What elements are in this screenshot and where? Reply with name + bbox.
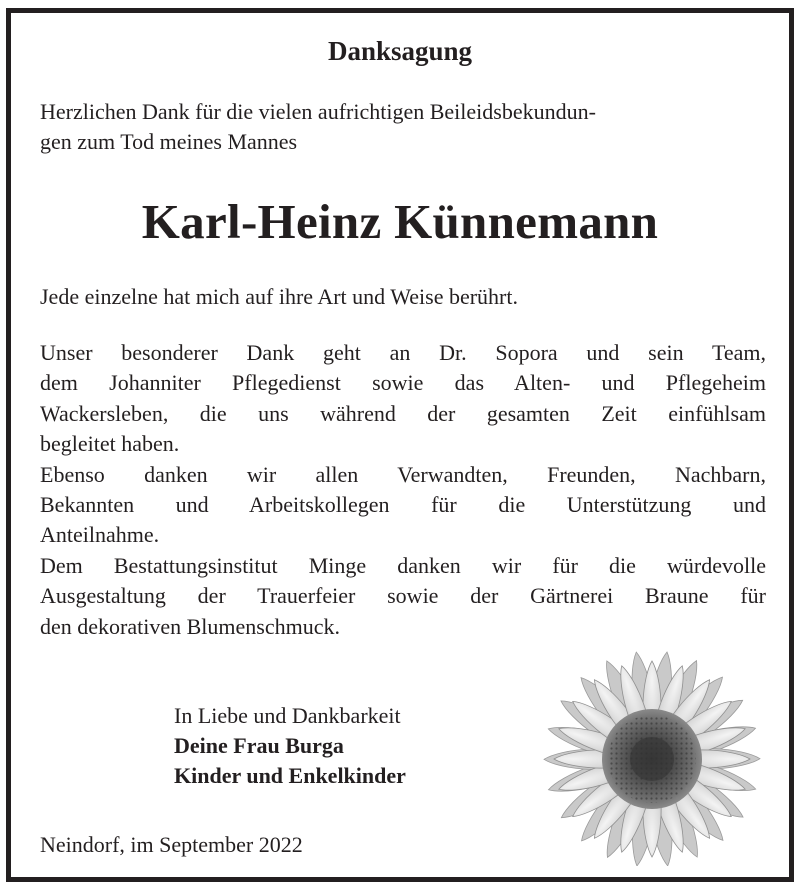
obituary-notice-frame	[6, 8, 794, 882]
body-line: Unser besonderer Dank geht an Dr. Sopora und sein Team,	[40, 340, 766, 365]
signature-block	[174, 701, 406, 791]
deceased-name: Karl-Heinz Künnemann	[141, 194, 659, 249]
body-line: Dem Bestattungsinstitut Minge danken wir für die würdevolle	[40, 552, 766, 578]
thanks-paragraph	[40, 338, 766, 642]
body-line: dem Johanniter Pflegedienst sowie das Alten- und Pflegeheim	[40, 370, 766, 396]
body-line: Anteilnahme.	[40, 522, 160, 548]
sunflower-core	[630, 737, 674, 781]
intro-line: gen zum Tod meines Mannes	[40, 129, 298, 154]
signer-wife: Deine Frau Burga	[174, 733, 344, 758]
body-line: begleitet haben.	[40, 431, 180, 457]
body-line: Ausgestaltung der Trauerfeier sowie der Gärtnerei Braune für	[40, 583, 766, 609]
intro-text	[40, 97, 760, 157]
closing-greeting: In Liebe und Dankbarkeit	[174, 703, 401, 728]
notice-title: Danksagung	[327, 36, 473, 66]
sunflower-icon	[534, 641, 764, 866]
intro-line: Herzlichen Dank für die vielen aufrichtigen Beileidsbekundun-	[40, 99, 596, 124]
first-paragraph: Jede einzelne hat mich auf ihre Art und Weise berührt.	[40, 284, 518, 309]
body-line: Ebenso danken wir allen Verwandten, Freunden, Nachbarn,	[40, 461, 766, 487]
signer-family: Kinder und Enkelkinder	[174, 763, 406, 788]
body-line: Bekannten und Arbeitskollegen für die Unterstützung und	[40, 492, 766, 518]
body-line: den dekorativen Blumenschmuck.	[40, 613, 340, 639]
body-line: Wackersleben, die uns während der gesamten Zeit einfühlsam	[40, 400, 766, 426]
place-and-date: Neindorf, im September 2022	[40, 832, 303, 857]
